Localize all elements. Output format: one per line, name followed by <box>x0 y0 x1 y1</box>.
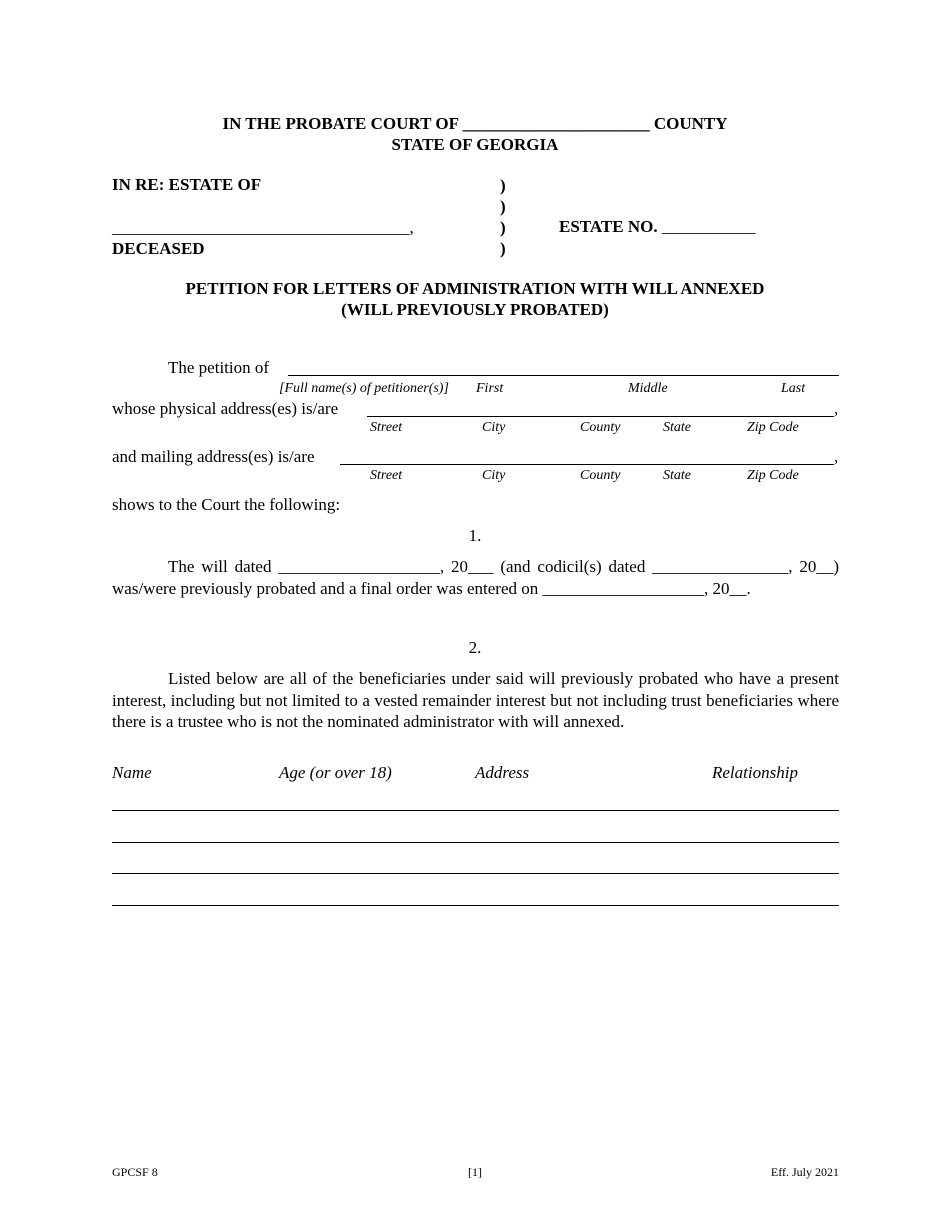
name-part-middle: Middle <box>628 381 668 396</box>
addr-part-county: County <box>580 420 621 435</box>
estate-no-blank[interactable]: ___________ <box>661 217 756 236</box>
addr-part-city: City <box>482 420 506 435</box>
county-blank[interactable]: ______________________ <box>462 114 650 133</box>
col-header-relationship: Relationship <box>712 763 798 782</box>
section-2-number: 2. <box>468 638 482 657</box>
form-id: GPCSF 8 <box>112 1165 158 1179</box>
addr-part-county: County <box>580 468 621 483</box>
deceased-label: DECEASED <box>112 239 205 258</box>
caption-paren: ) <box>500 197 506 216</box>
name-part-last: Last <box>781 381 806 396</box>
physical-address-label: whose physical address(es) is/are <box>112 399 339 418</box>
court-heading <box>0 114 950 134</box>
estate-no-label: ESTATE NO. <box>559 217 662 236</box>
caption-paren: ) <box>500 239 506 258</box>
addr-part-street: Street <box>370 420 403 435</box>
name-part-first: First <box>476 381 504 396</box>
in-re-label: IN RE: ESTATE OF <box>112 175 262 194</box>
comma: , <box>834 399 839 418</box>
addr-part-street: Street <box>370 468 403 483</box>
shows-to-court: shows to the Court the following: <box>112 495 341 514</box>
petition-title-line2: (WILL PREVIOUSLY PROBATED) <box>341 300 609 319</box>
physical-address-field[interactable] <box>367 416 834 417</box>
addr-part-zip: Zip Code <box>747 420 799 435</box>
addr-part-state: State <box>663 468 691 483</box>
beneficiary-line[interactable] <box>112 842 839 843</box>
court-line-prefix: IN THE PROBATE COURT OF <box>222 114 463 133</box>
col-header-name: Name <box>112 763 152 782</box>
mailing-address-label: and mailing address(es) is/are <box>112 447 315 466</box>
estate-number <box>559 217 755 237</box>
court-line-suffix: COUNTY <box>649 114 728 133</box>
section-1-text: The will dated ___________________, 20___ (and codicil(s) dated ________________, 20__) was/were previously probated and a final order was entered on ___________________, 20__. <box>112 557 839 598</box>
petitioner-name-field[interactable] <box>288 375 839 376</box>
petition-of-label: The petition of <box>168 358 270 377</box>
caption-paren: ) <box>500 218 506 237</box>
comma: , <box>834 447 839 466</box>
page-number: [1] <box>468 1165 482 1179</box>
col-header-age: Age (or over 18) <box>279 763 392 782</box>
section-1-number: 1. <box>468 526 482 545</box>
beneficiary-line[interactable] <box>112 873 839 874</box>
petition-title-line1: PETITION FOR LETTERS OF ADMINISTRATION WITH WILL ANNEXED <box>185 279 765 298</box>
petitioner-name-caption: [Full name(s) of petitioner(s)] <box>279 381 449 396</box>
beneficiary-line[interactable] <box>112 810 839 811</box>
section-2-text: Listed below are all of the beneficiaries under said will previously probated who have a present interest, including but not limited to a vested remainder interest but not including trust beneficiaries where there is a trustee who is not the nominated administrator with will annexed. <box>112 669 839 731</box>
state-heading: STATE OF GEORGIA <box>391 135 559 154</box>
decedent-name-blank[interactable]: ___________________________________, <box>112 218 414 237</box>
caption-paren: ) <box>500 176 506 195</box>
mailing-address-field[interactable] <box>340 464 834 465</box>
addr-part-zip: Zip Code <box>747 468 799 483</box>
beneficiary-line[interactable] <box>112 905 839 906</box>
addr-part-state: State <box>663 420 691 435</box>
effective-date: Eff. July 2021 <box>770 1165 839 1179</box>
col-header-address: Address <box>475 763 530 782</box>
addr-part-city: City <box>482 468 506 483</box>
